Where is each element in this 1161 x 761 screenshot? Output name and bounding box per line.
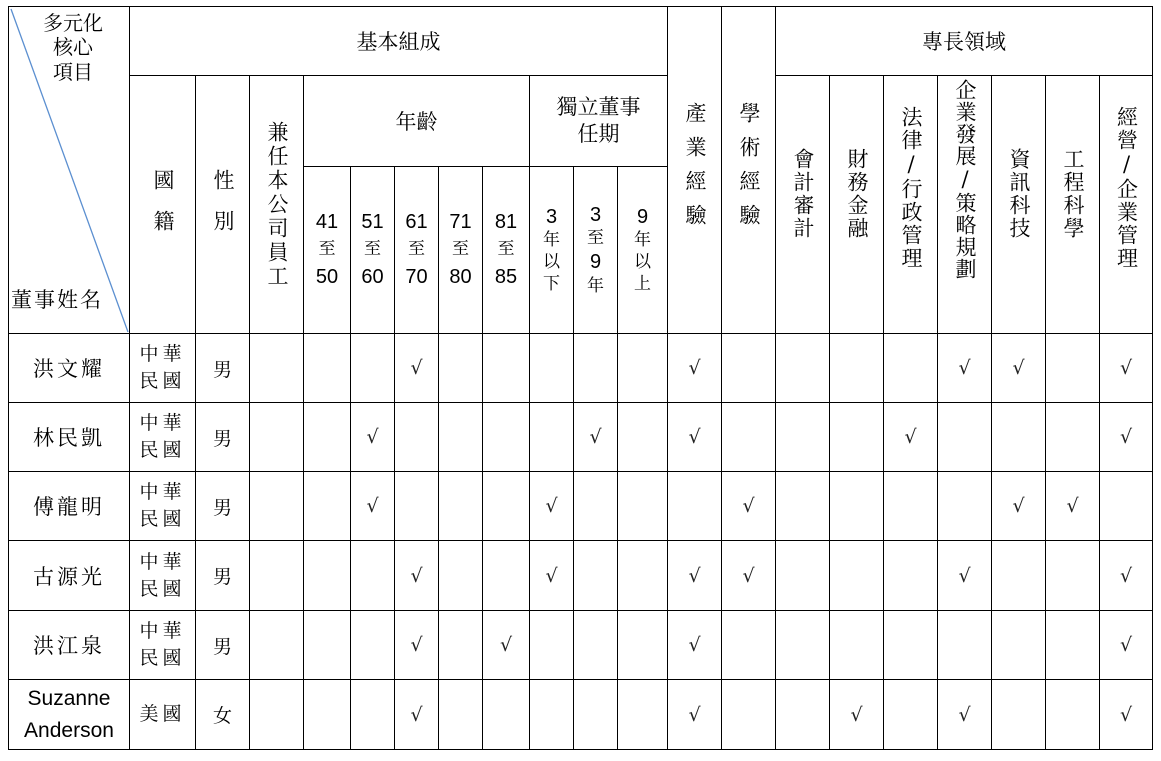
check-mark: √ <box>410 634 423 656</box>
nationality-cell <box>130 611 196 680</box>
table-cell <box>304 541 351 611</box>
table-cell <box>1100 680 1153 750</box>
table-cell <box>483 472 530 541</box>
check-mark: √ <box>410 703 423 726</box>
check-mark: √ <box>1066 495 1079 517</box>
gender-text: 男 <box>212 635 232 658</box>
header-tenure-line2: 任期 <box>577 122 620 146</box>
table-cell <box>530 680 574 750</box>
table-cell <box>992 403 1046 472</box>
table-cell <box>938 403 992 472</box>
header-nationality <box>130 76 196 334</box>
table-cell <box>618 611 668 680</box>
group-industry-experience <box>668 7 722 334</box>
table-cell <box>439 680 483 750</box>
nationality-cell <box>130 472 196 541</box>
check-mark: √ <box>850 703 863 726</box>
expertise-management <box>1100 76 1153 334</box>
director-name-cell <box>9 472 130 541</box>
table-cell <box>574 403 618 472</box>
age-until: 70 <box>405 265 428 288</box>
director-name-cell <box>9 334 130 403</box>
table-cell <box>830 334 884 403</box>
expertise-label: 會計審計 <box>791 148 815 240</box>
table-cell <box>395 403 439 472</box>
table-cell <box>250 680 304 750</box>
director-name-cell <box>9 611 130 680</box>
table-cell <box>722 611 776 680</box>
director-name: 傅龍明 <box>33 495 105 519</box>
gender-cell <box>196 403 250 472</box>
table-cell <box>250 611 304 680</box>
table-cell <box>668 472 722 541</box>
header-tenure-line1: 獨立董事 <box>556 94 641 119</box>
tenure-char-1: 3 <box>589 203 602 226</box>
director-name: 洪江泉 <box>33 634 105 658</box>
table-cell <box>884 334 938 403</box>
table-cell <box>304 334 351 403</box>
table-cell <box>992 334 1046 403</box>
table-cell <box>304 472 351 541</box>
table-cell <box>668 541 722 611</box>
check-mark: √ <box>742 495 755 517</box>
tenure-over-9 <box>618 167 668 334</box>
age-until: 60 <box>361 265 384 288</box>
table-cell <box>830 541 884 611</box>
nationality-text: 中華 <box>139 412 186 435</box>
header-concurrent-employee <box>250 76 304 334</box>
director-name-cell <box>9 403 130 472</box>
table-cell <box>395 611 439 680</box>
check-mark: √ <box>688 426 701 448</box>
group-basic: 基本組成 <box>130 7 668 76</box>
nationality-text: 民國 <box>139 508 186 530</box>
group-expertise: 專長領域 <box>776 7 1153 76</box>
table-cell <box>668 403 722 472</box>
table-cell <box>483 611 530 680</box>
header-nationality-label: 國籍 <box>151 168 175 251</box>
table-cell <box>776 472 830 541</box>
table-cell <box>1046 403 1100 472</box>
table-cell <box>351 611 395 680</box>
gender-text: 男 <box>212 496 232 519</box>
table-cell <box>351 403 395 472</box>
corner-items-line1: 多元化 <box>43 11 103 35</box>
expertise-accounting <box>776 76 830 334</box>
director-name-cell <box>9 541 130 611</box>
check-mark: √ <box>958 703 971 726</box>
tenure-char-1: 9 <box>636 205 649 228</box>
age-from: 81 <box>494 211 518 234</box>
table-cell <box>668 680 722 750</box>
table-cell <box>304 403 351 472</box>
table-cell <box>304 680 351 750</box>
check-mark: √ <box>688 357 701 379</box>
check-mark: √ <box>410 357 423 379</box>
check-mark: √ <box>958 357 971 379</box>
table-cell <box>574 334 618 403</box>
table-cell <box>530 611 574 680</box>
table-cell <box>395 334 439 403</box>
table-cell <box>722 472 776 541</box>
check-mark: √ <box>589 426 602 448</box>
table-cell <box>668 611 722 680</box>
table-cell <box>351 334 395 403</box>
expertise-label: 工程科學 <box>1061 148 1085 240</box>
table-cell <box>1046 541 1100 611</box>
age-to: 至 <box>318 239 336 260</box>
table-cell <box>776 541 830 611</box>
table-cell <box>884 403 938 472</box>
expertise-engineering <box>1046 76 1100 334</box>
table-cell <box>618 472 668 541</box>
table-cell <box>483 403 530 472</box>
tenure-3-to-9 <box>574 167 618 334</box>
check-mark: √ <box>366 495 379 517</box>
age-range-81-85 <box>483 167 530 334</box>
nationality-text: 民國 <box>139 439 186 461</box>
gender-cell <box>196 541 250 611</box>
check-mark: √ <box>1119 426 1133 448</box>
table-cell <box>992 541 1046 611</box>
nationality-cell <box>130 403 196 472</box>
table-cell <box>776 403 830 472</box>
tenure-char-4: 年 <box>587 275 604 296</box>
age-to: 至 <box>408 239 425 260</box>
table-cell <box>884 472 938 541</box>
gender-text: 女 <box>212 705 232 727</box>
nationality-text: 民國 <box>139 577 186 600</box>
table-cell <box>574 611 618 680</box>
group-academic-label: 學術經驗 <box>737 102 761 238</box>
table-cell <box>830 472 884 541</box>
group-industry-label: 產業經驗 <box>683 102 707 238</box>
tenure-char-3: 9 <box>589 251 602 273</box>
table-cell <box>439 611 483 680</box>
check-mark: √ <box>1012 495 1025 517</box>
table-cell <box>1100 472 1153 541</box>
corner-items-line2: 核心 <box>53 35 93 60</box>
check-mark: √ <box>904 426 917 448</box>
table-cell <box>830 680 884 750</box>
nationality-cell <box>130 541 196 611</box>
table-cell <box>884 541 938 611</box>
table-cell <box>722 334 776 403</box>
table-cell <box>884 680 938 750</box>
table-cell <box>1100 334 1153 403</box>
table-cell <box>938 334 992 403</box>
tenure-under-3 <box>530 167 574 334</box>
age-from: 71 <box>449 211 472 234</box>
age-until: 50 <box>315 265 339 288</box>
table-cell <box>250 334 304 403</box>
table-cell <box>618 541 668 611</box>
table-cell <box>250 472 304 541</box>
tenure-char-3: 以 <box>543 251 560 272</box>
director-name-part: Anderson <box>24 718 114 742</box>
table-cell <box>574 541 618 611</box>
corner-items-line3: 項目 <box>53 59 93 84</box>
table-cell <box>574 472 618 541</box>
table-cell <box>351 680 395 750</box>
nationality-text: 中華 <box>139 550 186 573</box>
director-name-cell <box>9 680 130 750</box>
age-from: 51 <box>361 211 384 234</box>
check-mark: √ <box>1119 634 1133 656</box>
check-mark: √ <box>410 564 423 587</box>
table-cell <box>938 541 992 611</box>
table-cell <box>483 680 530 750</box>
director-name: 古源光 <box>33 564 105 589</box>
check-mark: √ <box>366 426 379 448</box>
table-cell <box>439 403 483 472</box>
age-to: 至 <box>452 239 469 260</box>
table-cell <box>1046 472 1100 541</box>
table-cell <box>250 403 304 472</box>
table-cell <box>992 611 1046 680</box>
nationality-text: 民國 <box>139 370 186 392</box>
gender-cell <box>196 472 250 541</box>
age-from: 41 <box>315 211 339 234</box>
check-mark: √ <box>499 634 513 656</box>
tenure-char-4: 下 <box>543 273 560 294</box>
table-cell <box>1046 680 1100 750</box>
expertise-business-strategy <box>938 76 992 334</box>
nationality-cell <box>130 334 196 403</box>
age-to: 至 <box>364 239 381 260</box>
age-range-61-70 <box>395 167 439 334</box>
expertise-finance <box>830 76 884 334</box>
group-academic-experience <box>722 7 776 334</box>
tenure-char-4: 上 <box>634 273 651 294</box>
table-cell <box>304 611 351 680</box>
table-cell <box>618 680 668 750</box>
gender-cell <box>196 334 250 403</box>
table-cell <box>668 334 722 403</box>
check-mark: √ <box>688 564 701 587</box>
table-cell <box>574 680 618 750</box>
table-cell <box>439 472 483 541</box>
nationality-text: 民國 <box>139 647 186 669</box>
table-cell <box>530 541 574 611</box>
table-cell <box>395 541 439 611</box>
header-gender-label: 性別 <box>211 168 235 251</box>
table-cell <box>1046 334 1100 403</box>
table-cell <box>1046 611 1100 680</box>
gender-text: 男 <box>212 427 232 450</box>
table-cell <box>351 472 395 541</box>
tenure-char-3: 以 <box>634 251 651 272</box>
check-mark: √ <box>688 703 701 726</box>
table-cell <box>1100 541 1153 611</box>
table-cell <box>530 403 574 472</box>
table-cell <box>483 334 530 403</box>
table-cell <box>722 403 776 472</box>
age-until: 80 <box>449 265 472 288</box>
tenure-char-2: 年 <box>634 230 651 251</box>
check-mark: √ <box>1119 703 1133 726</box>
corner-header-items <box>43 11 103 84</box>
table-cell <box>776 680 830 750</box>
age-until: 85 <box>494 265 518 288</box>
table-cell <box>722 680 776 750</box>
table-cell <box>776 611 830 680</box>
expertise-label: 經營/企業管理 <box>1114 106 1139 270</box>
check-mark: √ <box>958 564 971 587</box>
table-cell <box>439 541 483 611</box>
expertise-label: 企業發展/策略規劃 <box>953 79 977 280</box>
nationality-text: 中華 <box>139 343 186 366</box>
age-range-41-50 <box>304 167 351 334</box>
table-cell <box>250 541 304 611</box>
gender-cell <box>196 680 250 750</box>
gender-text: 男 <box>212 566 232 588</box>
expertise-label: 資訊科技 <box>1007 148 1031 240</box>
check-mark: √ <box>742 564 755 587</box>
table-cell <box>992 472 1046 541</box>
table-cell <box>351 541 395 611</box>
check-mark: √ <box>545 495 558 517</box>
table-cell <box>395 680 439 750</box>
table-cell <box>618 403 668 472</box>
age-to: 至 <box>497 239 515 260</box>
gender-text: 男 <box>212 358 232 381</box>
expertise-label: 財務金融 <box>845 148 869 240</box>
header-age: 年齡 <box>304 76 530 167</box>
table-cell <box>938 680 992 750</box>
director-name: 林民凱 <box>33 426 105 450</box>
expertise-information-tech <box>992 76 1046 334</box>
check-mark: √ <box>545 564 558 587</box>
table-cell <box>938 472 992 541</box>
nationality-text: 中華 <box>139 620 186 643</box>
header-gender <box>196 76 250 334</box>
tenure-char-1: 3 <box>545 205 558 228</box>
corner-header-directors: 董事姓名 <box>11 288 103 312</box>
table-cell <box>722 541 776 611</box>
table-cell <box>439 334 483 403</box>
tenure-char-2: 年 <box>543 230 560 251</box>
nationality-cell <box>130 680 196 750</box>
director-name-part: Suzanne <box>27 687 111 710</box>
gender-cell <box>196 611 250 680</box>
table-cell <box>992 680 1046 750</box>
table-cell <box>530 334 574 403</box>
nationality-text: 中華 <box>139 481 186 504</box>
age-range-51-60 <box>351 167 395 334</box>
table-cell <box>938 611 992 680</box>
nationality-text: 美國 <box>139 703 186 726</box>
check-mark: √ <box>1119 357 1133 379</box>
check-mark: √ <box>1012 357 1025 379</box>
table-cell <box>884 611 938 680</box>
header-tenure <box>530 76 668 167</box>
header-employee-label: 兼任本公司員工 <box>265 120 289 289</box>
tenure-char-2: 至 <box>587 228 604 249</box>
expertise-label: 法律/行政管理 <box>899 106 923 270</box>
table-cell <box>1100 611 1153 680</box>
table-cell <box>830 403 884 472</box>
table-cell <box>530 472 574 541</box>
check-mark: √ <box>1119 564 1133 587</box>
age-range-71-80 <box>439 167 483 334</box>
table-cell <box>776 334 830 403</box>
expertise-legal-admin <box>884 76 938 334</box>
corner-cell <box>9 7 130 334</box>
table-cell <box>483 541 530 611</box>
table-cell <box>830 611 884 680</box>
age-from: 61 <box>405 211 428 234</box>
table-cell <box>395 472 439 541</box>
table-cell <box>618 334 668 403</box>
table-cell <box>1100 403 1153 472</box>
director-name: 洪文耀 <box>33 357 105 381</box>
check-mark: √ <box>688 634 701 656</box>
